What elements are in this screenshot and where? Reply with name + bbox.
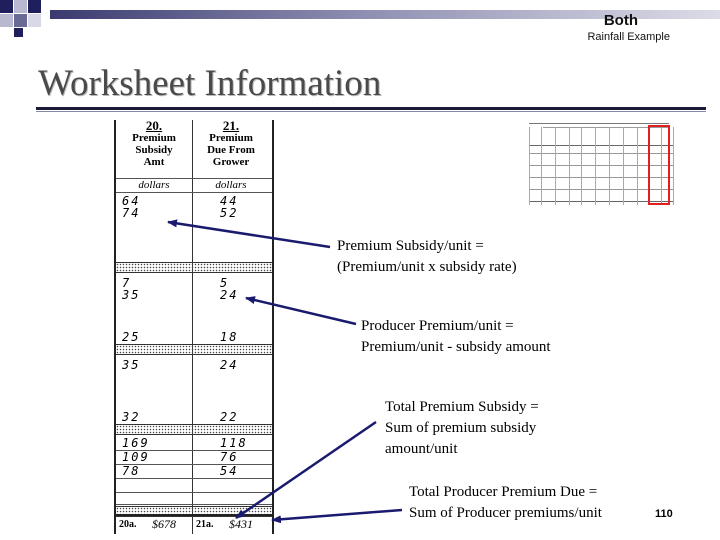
cell-20-row6: 35	[122, 358, 141, 372]
arrow-4	[272, 510, 402, 520]
cell-21-row3: 5	[220, 276, 230, 290]
col20-line1: Premium	[132, 132, 176, 144]
cell-20-row8: 169	[122, 436, 150, 450]
note-line: Premium Subsidy/unit =	[337, 238, 484, 254]
col20-unit: dollars	[138, 179, 170, 191]
note-line: Total Producer Premium Due =	[409, 484, 598, 500]
total-20a-label: 20a.	[119, 519, 137, 530]
cell-21-row2: 52	[220, 206, 239, 220]
cell-21-row10: 54	[220, 464, 239, 478]
note-line: amount/unit	[385, 441, 458, 457]
cell-20-row3: 7	[122, 276, 132, 290]
arrow-3	[236, 422, 376, 518]
note-line: Sum of premium subsidy	[385, 420, 537, 436]
total-21a-label: 21a.	[196, 519, 214, 530]
col20-number: 20.	[145, 118, 163, 133]
cell-20-row4: 35	[122, 288, 141, 302]
cell-21-row1: 44	[220, 194, 239, 208]
col20-line2: Subsidy	[135, 144, 173, 156]
cell-20-row7: 32	[122, 410, 141, 424]
note-line: Sum of Producer premiums/unit	[409, 505, 602, 521]
cell-21-row6: 24	[220, 358, 239, 372]
cell-21-row8: 118	[220, 436, 248, 450]
col21-unit: dollars	[215, 179, 247, 191]
total-21a-value: $431	[229, 517, 253, 531]
cell-20-row1: 64	[122, 194, 141, 208]
note-premium-subsidy	[337, 236, 517, 278]
cell-21-row9: 76	[220, 450, 239, 464]
col21-number: 21.	[222, 118, 240, 133]
arrow-2	[246, 298, 356, 324]
cell-21-row5: 18	[220, 330, 239, 344]
cell-21-row4: 24	[220, 288, 239, 302]
note-line: Premium/unit - subsidy amount	[361, 339, 551, 355]
note-total-producer-premium	[409, 482, 602, 524]
arrow-1	[168, 222, 330, 247]
page-number: 110	[655, 508, 673, 520]
note-total-premium-subsidy	[385, 397, 539, 460]
cell-20-row2: 74	[122, 206, 141, 220]
note-line: Total Premium Subsidy =	[385, 399, 539, 415]
note-line: Producer Premium/unit =	[361, 318, 514, 334]
col21-line3: Grower	[212, 156, 250, 168]
page-title: Worksheet Information	[38, 63, 382, 104]
header-tag: Both	[603, 12, 638, 29]
col21-line2: Due From	[207, 144, 255, 156]
col21-line1: Premium	[209, 132, 253, 144]
header-subtitle: Rainfall Example	[587, 31, 670, 43]
note-producer-premium	[361, 316, 551, 358]
cell-20-row9: 109	[122, 450, 150, 464]
col20-line3: Amt	[143, 156, 165, 168]
cell-20-row10: 78	[122, 464, 141, 478]
cell-21-row7: 22	[220, 410, 239, 424]
total-20a-value: $678	[152, 517, 176, 531]
note-line: (Premium/unit x subsidy rate)	[337, 259, 517, 275]
cell-20-row5: 25	[122, 330, 141, 344]
